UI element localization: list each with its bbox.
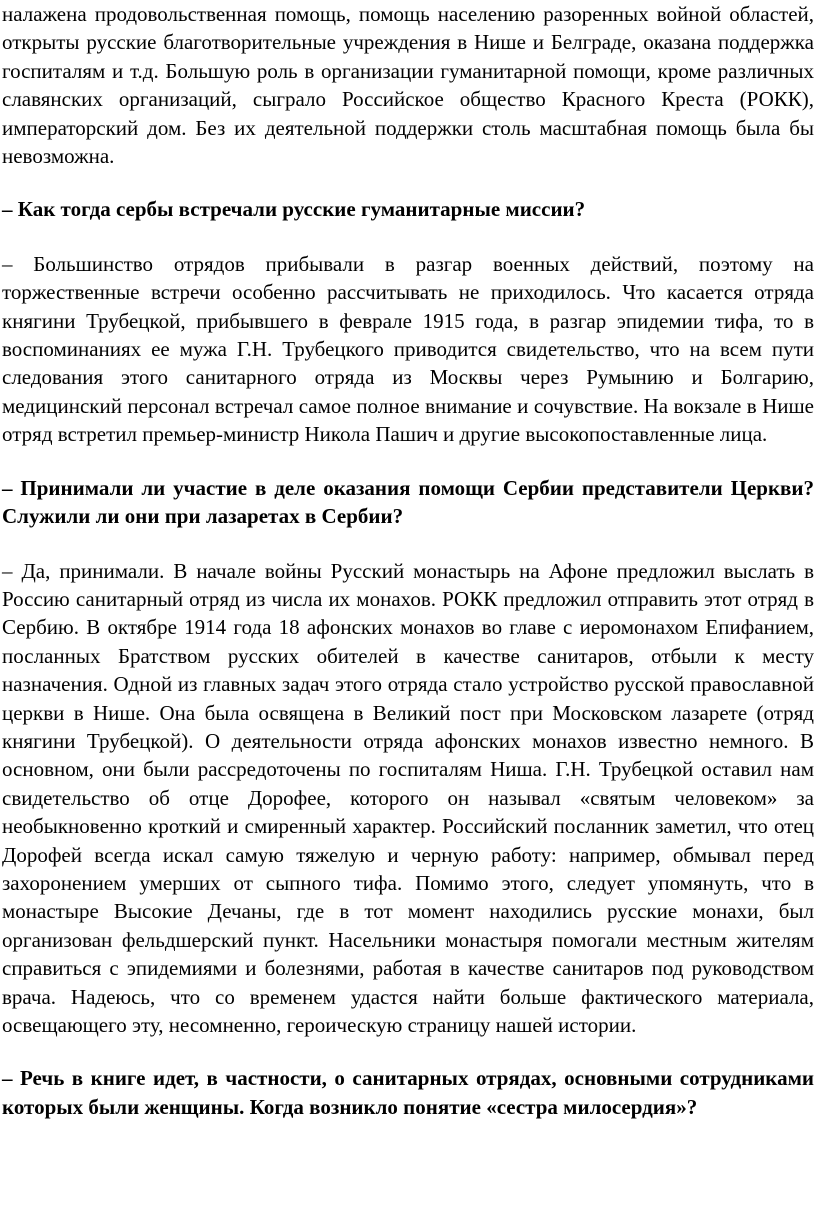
question-paragraph-2: – Принимали ли участие в деле оказания помощи Сербии представители Церкви? Служили ли они при лазаретах в Сербии? (2, 475, 814, 529)
question-paragraph-1: – Как тогда сербы встречали русские гуманитарные миссии? (2, 197, 586, 222)
question-paragraph-3: – Речь в книге идет, в частности, о санитарных отрядах, основными сотрудниками которых были женщины. Когда возникло понятие «сестра милосердия»? (2, 1066, 814, 1119)
answer-paragraph-2: – Большинство отрядов прибывали в разгар военных действий, поэтому на торжественные встречи особенно рассчитывать не приходилось. Что касается отряда княгини Трубецкой, прибывшего в феврале 1915 года, в разгар эпидемии тифа, то в воспоминаниях ее мужа Г.Н. Трубецкого приводится свидетельство, что на всем пути следования этого санитарного отряда из Москвы через Румынию и Болгарию, медицинский персонал встречал самое полное внимание и сочувствие. На вокзале в Нише отряд встретил премьер-министр Никола Пашич и другие высокопоставленные лица. (2, 251, 814, 447)
paragraph-spacer (2, 1039, 814, 1064)
paragraph-spacer (2, 224, 814, 250)
document-page (2, 0, 814, 1121)
paragraph-spacer (2, 170, 814, 195)
answer-paragraph-1: налажена продовольственная помощь, помощь населению разоренных войной областей, открыты русские благотворительные учреждения в Нише и Белграде, оказана поддержка госпиталям и т.д. Большую роль в организации гуманитарной помощи, кроме различных славянских организаций, сыграло Российское общество Красного Креста (РОКК), императорский дом. Без их деятельной поддержки столь масштабная помощь была бы невозможна. (2, 2, 814, 169)
paragraph-spacer (2, 449, 814, 474)
paragraph-spacer (2, 531, 814, 557)
answer-paragraph-3: – Да, принимали. В начале войны Русский монастырь на Афоне предложил выслать в Россию санитарный отряд из числа их монахов. РОКК предложил отправить этот отряд в Сербию. В октябре 1914 года 18 афонских монахов во главе с иеромонахом Епифанием, посланных Братством русских обителей в качестве санитаров, отбыли к месту назначения. Одной из главных задач этого отряда стало устройство русской православной церкви в Нише. Она была освящена в Великий пост при Московском лазарете (отряд княгини Трубецкой). О деятельности отряда афонских монахов известно немного. В основном, они были рассредоточены по госпиталям Ниша. Г.Н. Трубецкой оставил нам свидетельство об отце Дорофее, которого он называл «святым человеком» за необыкновенно кроткий и смиренный характер. Российский посланник заметил, что отец Дорофей всегда искал самую тяжелую и черную работу: например, обмывал перед захоронением умерших от сыпного тифа. Помимо этого, следует упомянуть, что в монастыре Высокие Дечаны, где в тот момент находились русские монахи, был организован фельдшерский пункт. Насельники монастыря помогали местным жителям справиться с эпидемиями и болезнями, работая в качестве санитаров под руководством врача. Надеюсь, что со временем удастся найти больше фактического материала, освещающего эту, несомненно, героическую страницу нашей истории. (2, 558, 814, 1037)
